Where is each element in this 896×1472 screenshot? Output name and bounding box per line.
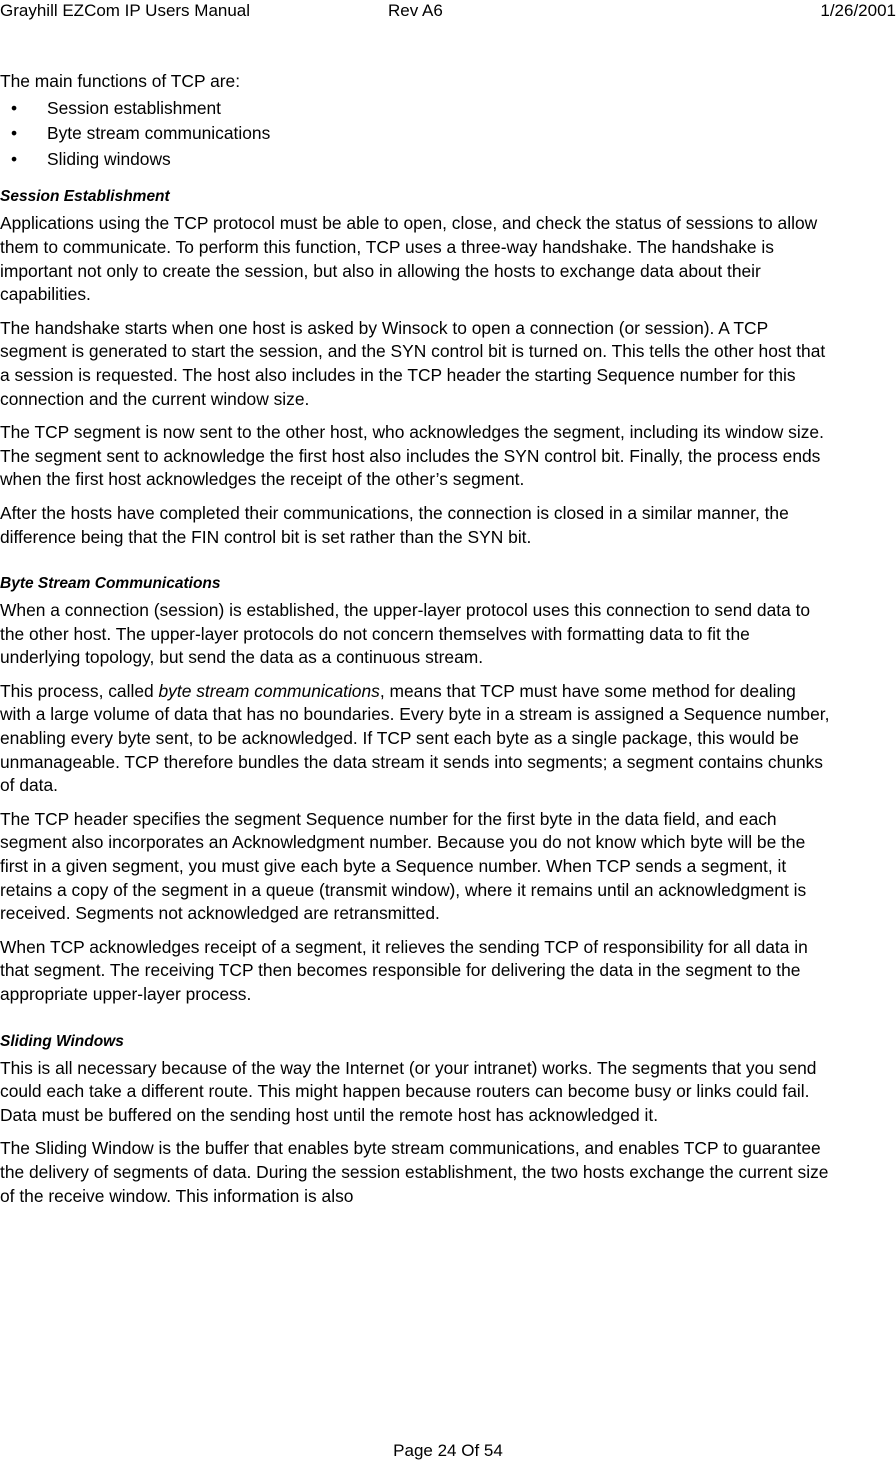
- section-heading-bytestream: Byte Stream Communications: [0, 575, 221, 593]
- header-date: 1/26/2001: [820, 1, 896, 20]
- paragraph: This is all necessary because of the way the Internet (or your intranet) works. The segments that you send could each take a different route. This might happen because routers can become busy or links could fail. Data must be buffered on the sending host until the remote host has acknowledged it.: [0, 1057, 817, 1125]
- paragraph: The TCP header specifies the segment Sequence number for the first byte in the data field, and each segment also incorporates an Acknowledgment number. Because you do not know which byte will be the first in a given segment, you must give each byte a Sequence number. When TCP sends a segment, it retains a copy of the segment in a queue (transmit window), where it remains until an acknowledgment is received. Segments not acknowledged are retransmitted.: [0, 808, 807, 924]
- header-title: Grayhill EZCom IP Users Manual: [0, 1, 251, 20]
- emphasis-term: byte stream communications: [158, 680, 380, 701]
- list-item-label: Session establishment: [47, 97, 221, 118]
- paragraph: The Sliding Window is the buffer that enables byte stream communications, and enables TCP to guarantee the delivery of segments of data. During the session establishment, the two hosts exchange the current size of the receive window. This information is also: [0, 1138, 829, 1206]
- page-body: [0, 70, 830, 1218]
- list-item: [0, 147, 830, 173]
- paragraph: The TCP segment is now sent to the other host, who acknowledges the segment, including its window size. The segment sent to acknowledge the first host also includes the SYN control bit. Finally, the process ends when the first host acknowledges the receipt of the other’s segment.: [0, 422, 824, 490]
- paragraph: When TCP acknowledges receipt of a segment, it relieves the sending TCP of responsibility for all data in that segment. The receiving TCP then becomes responsible for delivering the data in the segment to the appropriate upper-layer process.: [0, 936, 808, 1004]
- list-item: [0, 96, 830, 122]
- list-item-label: Byte stream communications: [47, 123, 271, 144]
- page-number: Page 24 Of 54: [393, 1441, 503, 1460]
- text-run: This process, called: [0, 680, 159, 701]
- section-heading-session: Session Establishment: [0, 188, 170, 206]
- header-revision: Rev A6: [388, 1, 443, 20]
- paragraph: [0, 680, 830, 798]
- bullet-icon: •: [11, 123, 18, 144]
- paragraph: After the hosts have completed their communications, the connection is closed in a similar manner, the difference being that the FIN control bit is set rather than the SYN bit.: [0, 502, 789, 547]
- bullet-icon: •: [11, 97, 18, 118]
- list-item-label: Sliding windows: [47, 148, 171, 169]
- bullet-icon: •: [11, 148, 18, 169]
- text-run: , means that TCP must have some method for dealing with a large volume of data that has no boundaries. Every byte in a stream is assigned a Sequence number, enabling every byte sent, to be acknowledged. If TCP sent each byte as a single package, this would be unmanageable. TCP therefore bundles the data stream it sends into segments; a segment contains chunks of data.: [0, 680, 830, 796]
- paragraph: The handshake starts when one host is asked by Winsock to open a connection (or session). A TCP segment is generated to start the session, and the SYN control bit is turned on. This tells the other host that a session is requested. The host also includes in the TCP header the starting Sequence number for this connection and the current window size.: [0, 317, 826, 409]
- paragraph: When a connection (session) is established, the upper-layer protocol uses this connection to send data to the other host. The upper-layer protocols do not concern themselves with formatting data to fit the underlying topology, but send the data as a continuous stream.: [0, 600, 811, 668]
- list-item: [0, 121, 830, 147]
- paragraph: Applications using the TCP protocol must be able to open, close, and check the status of sessions to allow them to communicate. To perform this function, TCP uses a three-way handshake. The handshake is important not only to create the session, but also in allowing the hosts to exchange data about their capabilities.: [0, 213, 818, 305]
- intro-text: The main functions of TCP are:: [0, 71, 241, 91]
- section-heading-sliding: Sliding Windows: [0, 1032, 124, 1050]
- page-header: [0, 0, 896, 24]
- tcp-functions-list: [0, 96, 830, 173]
